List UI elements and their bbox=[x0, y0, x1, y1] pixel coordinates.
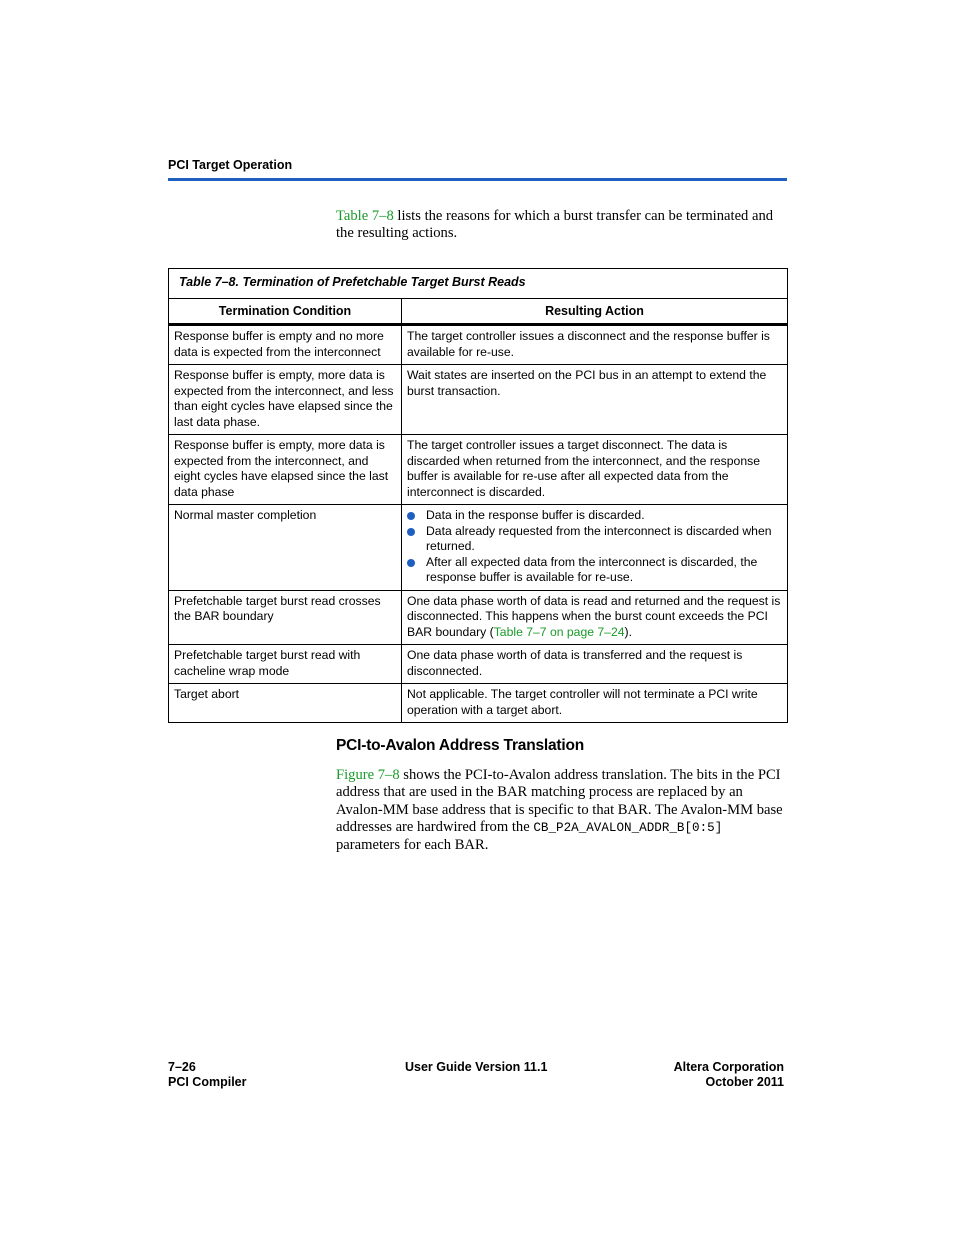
footer-left bbox=[168, 1060, 247, 1090]
footer-right bbox=[600, 1060, 784, 1090]
footer-version: User Guide Version 11.1 bbox=[405, 1060, 548, 1074]
figure-7-8-link[interactable]: Figure 7–8 bbox=[336, 767, 400, 783]
column-header-action: Resulting Action bbox=[402, 299, 788, 325]
table-row bbox=[169, 365, 788, 435]
termination-table bbox=[168, 268, 788, 723]
action-cell: One data phase worth of data is read and returned and the request is disconnected. This happens when the burst count exceeds the PCI BAR boundary (Table 7–7 on page 7–24). bbox=[402, 590, 788, 645]
action-cell: One data phase worth of data is transferred and the request is disconnected. bbox=[402, 645, 788, 684]
parameter-code: CB_P2A_AVALON_ADDR_B[0:5] bbox=[533, 821, 723, 836]
intro-text: lists the reasons for which a burst transfer can be terminated and the resulting actions. bbox=[336, 208, 774, 242]
product-name: PCI Compiler bbox=[168, 1075, 247, 1089]
bullet-icon bbox=[407, 559, 415, 567]
condition-cell: Normal master completion bbox=[169, 505, 402, 591]
company-name: Altera Corporation bbox=[673, 1060, 784, 1074]
bullet-item: Data in the response buffer is discarded. bbox=[407, 508, 782, 524]
condition-cell: Response buffer is empty, more data is expected from the interconnect, and less than eight cycles have elapsed since the last data phase. bbox=[169, 365, 402, 435]
table-row bbox=[169, 325, 788, 365]
action-cell bbox=[402, 505, 788, 591]
column-header-condition: Termination Condition bbox=[169, 299, 402, 325]
table-row bbox=[169, 505, 788, 591]
table-row bbox=[169, 684, 788, 723]
condition-cell: Response buffer is empty, more data is expected from the interconnect, and eight cycles have elapsed since the last data phase bbox=[169, 435, 402, 505]
table-row bbox=[169, 590, 788, 645]
condition-cell: Target abort bbox=[169, 684, 402, 723]
condition-cell: Prefetchable target burst read with cacheline wrap mode bbox=[169, 645, 402, 684]
running-header: PCI Target Operation bbox=[168, 158, 293, 172]
bullet-icon bbox=[407, 528, 415, 536]
table-row bbox=[169, 645, 788, 684]
bullet-icon bbox=[407, 512, 415, 520]
table-7-8-link[interactable]: Table 7–8 bbox=[336, 208, 394, 224]
table-7-7-link[interactable]: Table 7–7 on page 7–24 bbox=[493, 624, 625, 639]
bullet-item: After all expected data from the interconnect is discarded, the response buffer is available for re-use. bbox=[407, 555, 782, 586]
header-rule bbox=[168, 178, 787, 181]
section-paragraph: Figure 7–8 shows the PCI-to-Avalon address translation. The bits in the PCI address that are used in the BAR matching process are replaced by an Avalon-MM base address that is specific to that BAR. The Avalon-MM base addresses are hardwired from the CB_P2A_AVALON_ADDR_B[0:5] parameters for each BAR. bbox=[336, 767, 783, 853]
table-caption: Table 7–8. Termination of Prefetchable Target Burst Reads bbox=[169, 269, 788, 299]
section-heading: PCI-to-Avalon Address Translation bbox=[336, 737, 585, 754]
action-cell: Not applicable. The target controller will not terminate a PCI write operation with a target abort. bbox=[402, 684, 788, 723]
action-bullet-list bbox=[407, 508, 782, 586]
action-cell: Wait states are inserted on the PCI bus in an attempt to extend the burst transaction. bbox=[402, 365, 788, 435]
bullet-item: Data already requested from the interconnect is discarded when returned. bbox=[407, 524, 782, 555]
condition-cell: Response buffer is empty and no more data is expected from the interconnect bbox=[169, 325, 402, 365]
page-number: 7–26 bbox=[168, 1060, 196, 1074]
intro-paragraph bbox=[336, 208, 788, 243]
action-cell: The target controller issues a target disconnect. The data is discarded when returned from the interconnect, and the response buffer is available for re-use after all expected data from the interconnect is discarded. bbox=[402, 435, 788, 505]
publication-date: October 2011 bbox=[705, 1075, 784, 1089]
condition-cell: Prefetchable target burst read crosses the BAR boundary bbox=[169, 590, 402, 645]
table-row bbox=[169, 435, 788, 505]
action-cell: The target controller issues a disconnect and the response buffer is available for re-use. bbox=[402, 325, 788, 365]
